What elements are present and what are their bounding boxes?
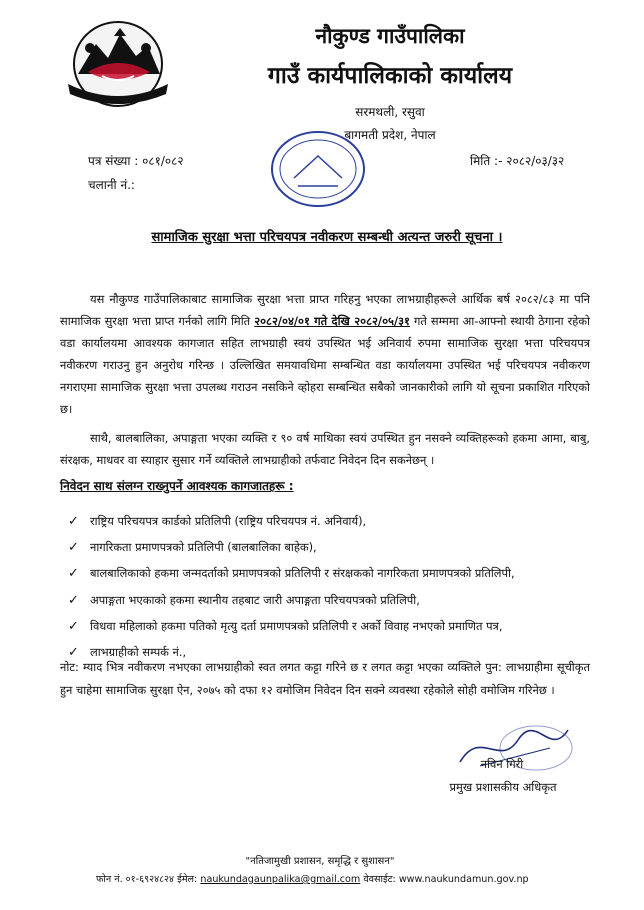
- list-item: [68, 508, 588, 534]
- checkmark-icon: ✓: [68, 539, 79, 555]
- body-paragraph-1: [60, 288, 590, 420]
- list-item-text: लाभग्राहीको सम्पर्क नं.,: [90, 645, 187, 660]
- renewal-period-highlight: २०८२/०४/०१ गते देखि २०८२/०५/३१: [254, 314, 410, 328]
- letter-date: मिति :- २०८२/०३/३२: [470, 154, 565, 168]
- website-label: वेवसाईट:: [363, 874, 396, 885]
- list-item: [68, 534, 588, 560]
- list-item: [68, 613, 588, 639]
- nepal-emblem-icon: [58, 14, 178, 114]
- list-item-text: राष्ट्रिय परिचयपत्र कार्डको प्रतिलिपी (राष्ट्रिय परिचयपत्र नं. अनिवार्य),: [90, 513, 367, 528]
- list-item: [68, 587, 588, 613]
- contact-footer: [96, 872, 636, 885]
- paragraph1-text-start: यस नौकुण्ड गाउँपालिकाबाट सामाजिक सुरक्षा भत्ता प्राप्त गरिहनु भएका लाभग्राहीहरूले आर्थिक बर्ष २०८२/८३ मा पनि सामाजिक सुरक्षा भत्ता प्राप्त गर्नको लागि मिति: [60, 292, 590, 328]
- website-link[interactable]: www.naukundamun.gov.np: [398, 874, 529, 885]
- body-paragraph-2: साथै, बालबालिका, अपाङ्गता भएका व्यक्ति र ९० वर्ष माथिका स्वयं उपस्थित हुन नसक्ने व्यक्तिहरूको हकमा आमा, बाबु, संरक्षक, माधवर वा स्याहार सुसार गर्ने व्यक्तिले लाभग्राहीको तर्फवाट निवेदन दिन सकनेछन् ।: [60, 431, 590, 467]
- checkmark-icon: ✓: [68, 645, 79, 661]
- checkmark-icon: ✓: [68, 592, 79, 608]
- phone-number: फोन नं. ०१-६९२४८२४: [96, 874, 175, 885]
- notice-subject: सामाजिक सुरक्षा भत्ता परिचयपत्र नवीकरण सम्बन्धी अत्यन्त जरुरी सूचना ।: [151, 230, 503, 245]
- documents-checklist: [68, 508, 588, 666]
- reference-number: पत्र संख्या : ०८१/०८२: [88, 154, 184, 168]
- address-line1: सरमथली, रसुवा: [355, 105, 425, 119]
- signer-title: प्रमुख प्रशासकीय अधिकृत: [449, 780, 557, 794]
- paragraph1-text-end: गते सम्ममा आ-आफ्नो स्थायी ठेगाना रहेको वडा कार्यालयमा आवश्यक कागजात सहित लाभग्राही स्वयं उपस्थित भई अनिवार्य रुपमा सामाजिक सुरक्षा भत्ता परिचयपत्र नवीकरण गराउनु हुन अनुरोध गरिन्छ । उल्लिखित समयावधिमा सम्बन्धित वडा कार्यालयमा उपस्थित भई परिचयपत्र नवीकरण नगराएमा सामाजिक सुरक्षा भत्ता उपलब्ध गराउन नसकिने व्होहरा सम्बन्धित सबैको जानकारीको लागि यो सूचना प्रकाशित गरिएको छ।: [60, 314, 591, 416]
- list-item: [68, 561, 588, 587]
- list-item-text: अपाङ्गता भएकाको हकमा स्थानीय तहबाट जारी अपाङ्गता परिचयपत्रको प्रतिलिपी,: [90, 592, 420, 607]
- documents-heading: निवेदन साथ संलग्न राख्नुपर्ने आवश्यक कागजातहरू :: [60, 479, 294, 493]
- office-name-line2: गाउँ कार्यपालिकाको कार्यालय: [267, 63, 513, 89]
- signer-name: नविन गिरी: [480, 757, 524, 771]
- list-item-text: विधवा महिलाको हकमा पतिको मृत्यु दर्ता प्रमाणपत्रको प्रतिलिपी र अर्को विवाह नभएको प्रमाणित पत्र,: [90, 618, 503, 633]
- checkmark-icon: ✓: [68, 566, 79, 582]
- list-item-text: बालबालिकाको हकमा जन्मदर्ताको प्रमाणपत्रको प्रतिलिपी र संरक्षकको नागरिकता प्रमाणपत्रको प्रतिलिपी,: [90, 566, 515, 581]
- address-line2: बागमती प्रदेश, नेपाल: [344, 128, 436, 142]
- email-link[interactable]: naukundagaunpalika@gmail.com: [200, 874, 361, 885]
- office-motto: "नतिजामुखी प्रशासन, समृद्धि र सुशासन": [245, 856, 395, 867]
- list-item-text: नागरिकता प्रमाणपत्रको प्रतिलिपी (बालबालिका बाहेक),: [90, 539, 317, 554]
- office-stamp-icon: [268, 128, 368, 210]
- checkmark-icon: ✓: [68, 513, 79, 529]
- note-paragraph: नोट: म्याद भित्र नवीकरण नभएका लाभग्राहीको स्वत लगत कट्टा गरिने छ र लगत कट्टा भएका व्यक्तिले पुन: लाभग्राहीमा सूचीकृत हुन चाहेमा सामाजिक सुरक्षा ऐन, २०७५ को दफा १२ वमोजिम निवेदन दिन सक्ने व्यवस्था रहेकोले सोही वमोजिम गरिनेछ ।: [60, 660, 590, 697]
- dispatch-number: चलानी नं.:: [88, 178, 135, 192]
- office-name-line1: नौकुण्ड गाउँपालिका: [315, 24, 465, 48]
- email-label: ईमेल:: [177, 874, 198, 885]
- checkmark-icon: ✓: [68, 618, 79, 634]
